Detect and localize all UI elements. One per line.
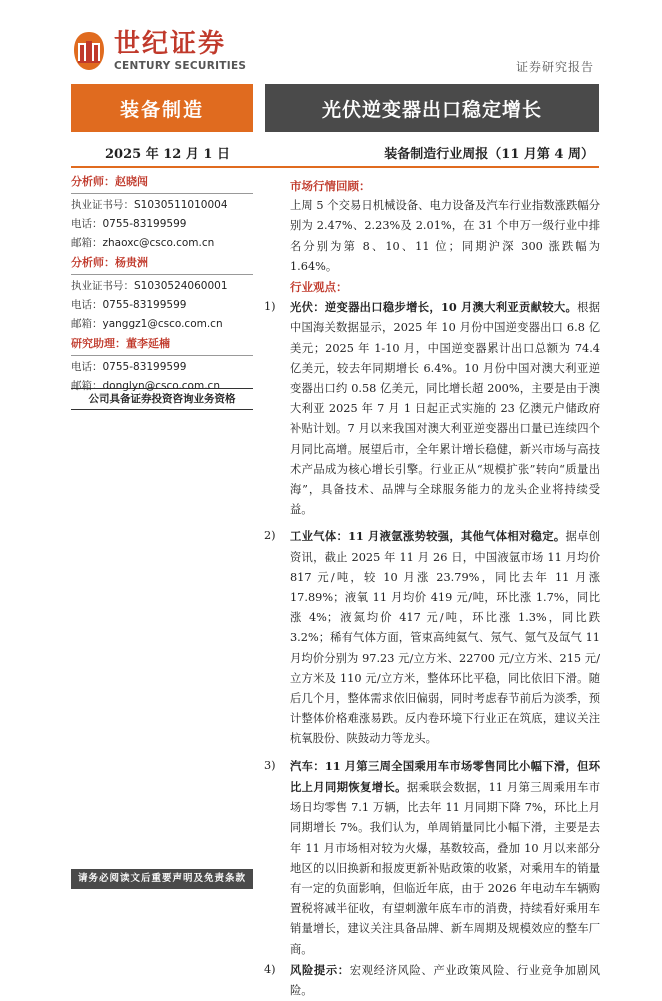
item-number: 2) [264, 529, 276, 543]
sidebar-divider [71, 274, 253, 275]
item-number: 3) [264, 758, 276, 772]
tel-number: 0755-83199599 [102, 299, 187, 311]
sidebar-divider [71, 355, 253, 356]
item-body: 据乘联会数据，11 月第三周乘用车市场日均零售 7.1 万辆，比去年 11 月同期下降 7%，环比上月同期增长 7%。我们认为，单周销量同比小幅下滑，主要是去年 11 月市场相对较为火爆，基数较高，叠加 10 月以来部分地区的以旧换新和报废更新补贴政策的收紧，对乘用车的销量有一定的负面影响，但临近年底，由于 2026 年电动车车辆购置税将减半征收，有望刺激年底车市的消费，持续看好乘用车销量增长，建议关注具备品牌、新车周期及规模效应的整车厂商。 [290, 780, 600, 956]
email-link[interactable]: yanggz1@csco.com.cn [102, 318, 223, 330]
item-heading: 汽车：11 月第三周全国乘用车市场零售同比小幅下滑，但环比上月同期恢复增长。 [290, 758, 600, 794]
tel-label: 电话： [71, 361, 103, 373]
tel-number: 0755-83199599 [102, 361, 187, 373]
logo-emblem-icon [72, 31, 106, 71]
item-body: 宏观经济风险、产业政策风险、行业竞争加剧风险。 [290, 963, 600, 997]
item-body: 根据中国海关数据显示，2025 年 10 月份中国逆变器出口 6.8 亿美元；2025 年 1-10 月，中国逆变器累计出口总额为 74.4 亿美元，较去年同期增长 6.4%。10 月份中国对澳大利亚逆变器出口约 0.58 亿美元，同比增长超 200%，主要是由于澳大利亚 2025 年 7 月 1 日起正式实施的 23 亿澳元户储政府补贴计划。7 月以来我国对澳大利亚逆变器出口量已连续四个月同比高增。展望后市，全年累计增长稳健，新兴市场与高技术产品成为核心增长引擎。行业正从“规模扩张”转向“质量出海”，具备技术、品牌与全球服务能力的龙头企业将持续受益。 [290, 301, 600, 517]
industry-views-heading: 行业观点： [290, 280, 348, 295]
list-item [262, 756, 600, 960]
email-label: 邮箱： [71, 318, 103, 330]
company-logo [72, 30, 246, 72]
industry-banner: 装备制造 [71, 84, 253, 132]
assistant-name: 研究助理：董李延楠 [71, 337, 170, 350]
analyst-name: 分析师：赵晓闯 [71, 175, 148, 188]
cert-number: S1030511010004 [134, 199, 228, 211]
list-item [262, 297, 600, 520]
tel-number: 0755-83199599 [102, 218, 187, 230]
disclaimer-notice: 请务必阅读文后重要声明及免责条款 [71, 869, 253, 889]
email-label: 邮箱： [71, 380, 103, 392]
report-type-label: 证券研究报告 [515, 60, 594, 74]
header-divider [71, 166, 599, 168]
item-number: 1) [264, 300, 276, 314]
report-body [262, 176, 600, 1001]
cert-number: S1030524060001 [134, 280, 228, 292]
email-link[interactable]: zhaoxc@csco.com.cn [102, 237, 215, 249]
sidebar-divider [71, 193, 253, 194]
market-review-heading: 市场行情回顾： [290, 179, 371, 193]
logo-english-name: CENTURY SECURITIES [114, 60, 247, 72]
logo-chinese-name: 世纪证券 [114, 29, 227, 59]
report-subtitle: 装备制造行业周报（11 月第 4 周） [384, 147, 594, 162]
qualification-statement: 公司具备证券投资咨询业务资格 [71, 388, 253, 410]
cert-label: 执业证书号： [71, 199, 134, 211]
item-heading: 工业气体：11 月液氩涨势较强，其他气体相对稳定。 [290, 529, 566, 544]
analyst-name: 分析师：杨贵洲 [71, 256, 148, 269]
list-item [262, 526, 600, 749]
item-heading: 光伏：逆变器出口稳步增长，10 月澳大利亚贡献较大。 [290, 300, 578, 315]
tel-label: 电话： [71, 299, 103, 311]
cert-label: 执业证书号： [71, 280, 134, 292]
email-link[interactable]: donglyn@csco.com.cn [102, 380, 220, 392]
email-label: 邮箱： [71, 237, 103, 249]
item-number: 4) [264, 962, 276, 976]
item-body: 据卓创资讯，截止 2025 年 11 月 26 日，中国液氩市场 11 月均价 817 元/吨，较 10 月涨 23.79%，同比去年 11 月涨 17.89%；液氧 11 月均价 419 元/吨，环比涨 1.7%，同比涨 4%；液氮均价 417 元/吨，环比涨 1.3%，同比跌 3.2%；稀有气体方面，管束高纯氦气、氖气、氪气及氙气 11 月均价分别为 97.23 元/立方米、22700 元/立方米、215 元/立方米及 110 元/立方米，整体环比平稳，同比依旧下滑。随后几个月，整体需求依旧偏弱，同时考虑春节前后为淡季，预计整体价格难涨易跌。反内卷环境下行业正在筑底，建议关注杭氧股份、陕鼓动力等龙头。 [290, 530, 600, 746]
market-review-text: 上周 5 个交易日机械设备、电力设备及汽车行业指数涨跌幅分别为 2.47%、2.23%及 2.01%，在 31 个申万一级行业中排名分别为第 8、10、11 位；同期沪深 300 涨跌幅为 1.64%。 [290, 199, 600, 273]
tel-label: 电话： [71, 218, 103, 230]
report-date: 2025 年 12 月 1 日 [105, 147, 230, 162]
report-title: 光伏逆变器出口稳定增长 [265, 84, 599, 132]
analyst-sidebar [71, 172, 253, 396]
list-item [262, 960, 600, 1001]
item-heading: 风险提示： [290, 962, 350, 977]
